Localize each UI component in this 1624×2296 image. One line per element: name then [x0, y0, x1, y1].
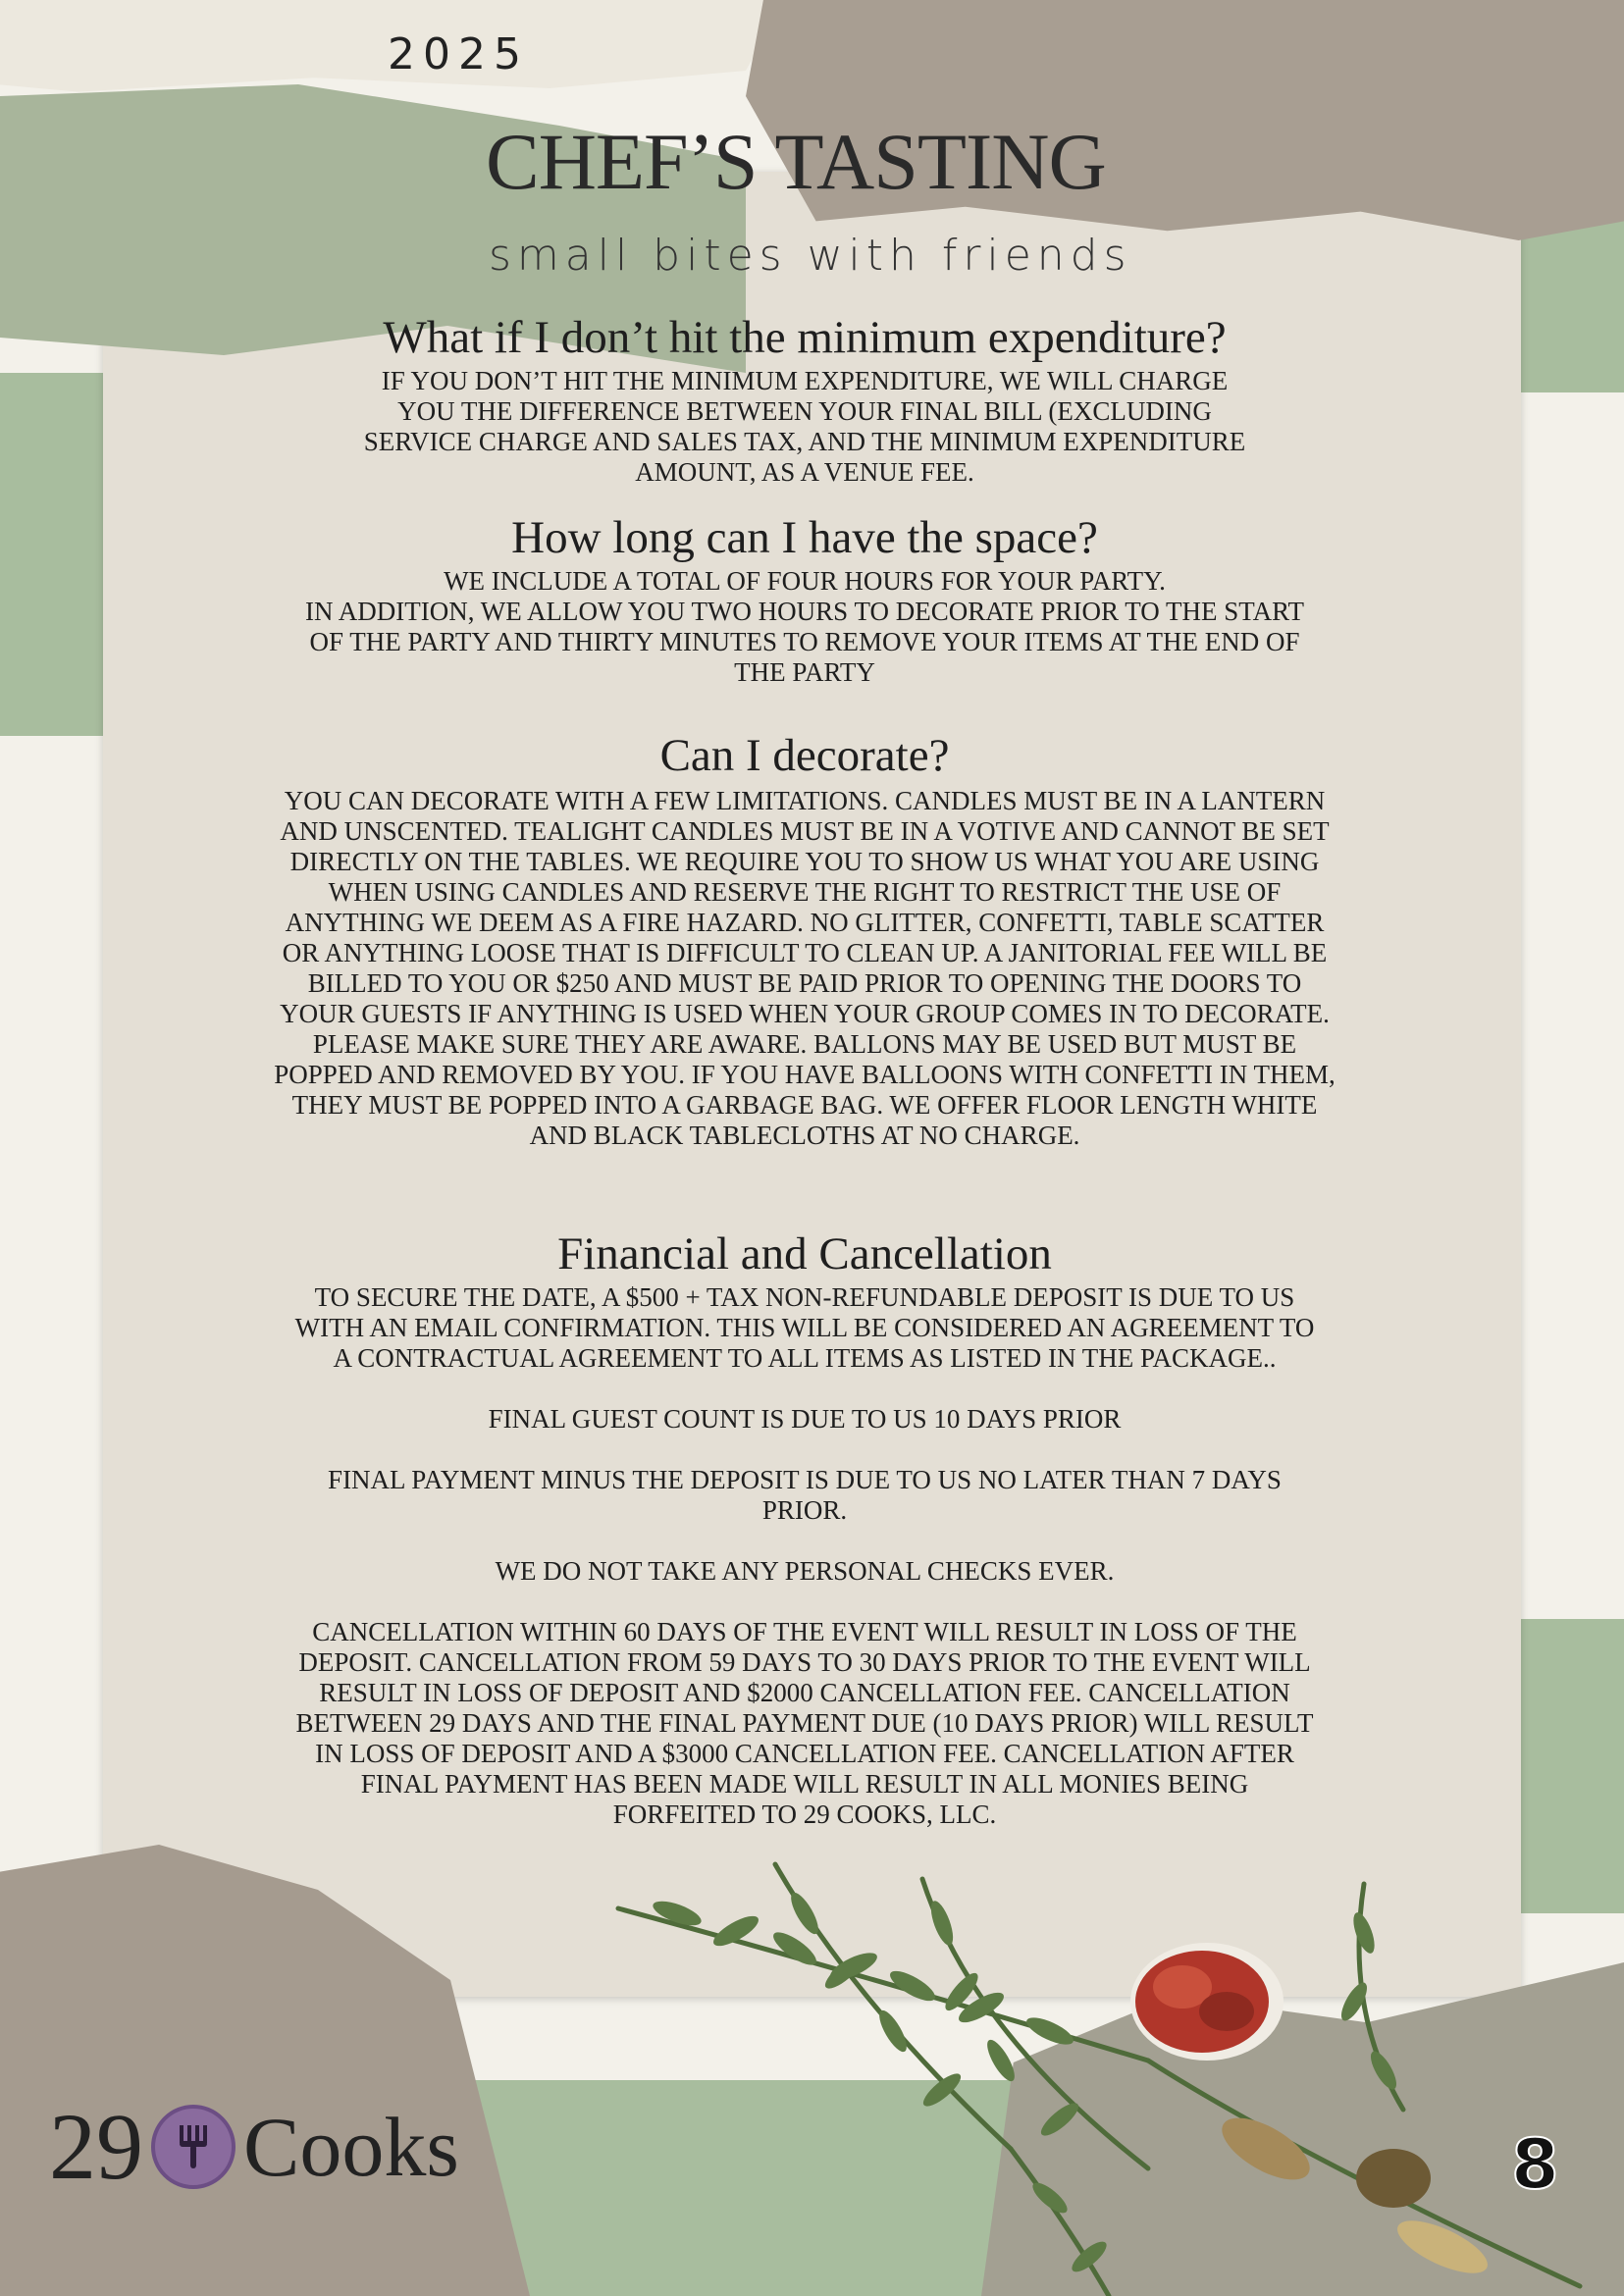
year-label: 2025 — [388, 29, 529, 79]
section-body: YOU CAN DECORATE WITH A FEW LIMITATIONS. CANDLES MUST BE IN A LANTERN AND UNSCENTED. TEALIGHT CANDLES MUST BE IN A VOTIVE AND CANNOT BE SET DIRECTLY ON THE TABLES. WE REQUIRE YOU TO SHOW US WHAT YOU ARE USING WHEN USING CANDLES AND RESERVE THE RIGHT TO RESTRICT THE USE OF ANYTHING WE DEEM AS A FIRE HAZARD. NO GLITTER, CONFETTI, TABLE SCATTER OR ANYTHING LOOSE THAT IS DIFFICULT TO CLEAN UP. A JANITORIAL FEE WILL BE BILLED TO YOU OR $250 AND MUST BE PAID PRIOR TO OPENING THE DOORS TO YOUR GUESTS IF ANYTHING IS USED WHEN YOUR GROUP COMES IN TO DECORATE. PLEASE MAKE SURE THEY ARE AWARE. BALLONS MAY BE USED BUT MUST BE POPPED AND REMOVED BY YOU. IF YOU HAVE BALLOONS WITH CONFETTI IN THEM, THEY MUST BE POPPED INTO A GARBAGE BAG. WE OFFER FLOOR LENGTH WHITE AND BLACK TABLECLOTHS AT NO CHARGE. — [274, 786, 1336, 1151]
brand-logo — [49, 2094, 459, 2199]
logo-wordmark: Cooks — [243, 2100, 459, 2194]
page-title: CHEF’S TASTING — [486, 117, 1106, 206]
faq-section-financial-cancellation — [167, 1230, 1442, 1830]
faq-section-space-duration — [167, 514, 1442, 688]
section-heading: How long can I have the space? — [511, 512, 1098, 563]
section-body: TO SECURE THE DATE, A $500 + TAX NON-REFUNDABLE DEPOSIT IS DUE TO US WITH AN EMAIL CONFIRMATION. THIS WILL BE CONSIDERED AN AGREEMENT TO A CONTRACTUAL AGREEMENT TO ALL ITEMS AS LISTED IN THE PACKAGE.. FINAL GUEST COUNT IS DUE TO US 10 DAYS PRIOR FINAL PAYMENT MINUS THE DEPOSIT IS DUE TO US NO LATER THAN 7 DAYS PRIOR. WE DO NOT TAKE ANY PERSONAL CHECKS EVER. CANCELLATION WITHIN 60 DAYS OF THE EVENT WILL RESULT IN LOSS OF THE DEPOSIT. CANCELLATION FROM 59 DAYS TO 30 DAYS PRIOR TO THE EVENT WILL RESULT IN LOSS OF DEPOSIT AND $2000 CANCELLATION FEE. CANCELLATION BETWEEN 29 DAYS AND THE FINAL PAYMENT DUE (10 DAYS PRIOR) WILL RESULT IN LOSS OF DEPOSIT AND A $3000 CANCELLATION FEE. CANCELLATION AFTER FINAL PAYMENT HAS BEEN MADE WILL RESULT IN ALL MONIES BEING FORFEITED TO 29 COOKS, LLC. — [294, 1282, 1315, 1830]
page-number: 8 — [1511, 2124, 1559, 2205]
page-subtitle: small bites with friends — [489, 231, 1132, 281]
section-heading: Can I decorate? — [659, 730, 950, 781]
logo-number: 29 — [49, 2094, 143, 2199]
faq-section-minimum-expenditure — [167, 314, 1442, 488]
section-heading: Financial and Cancellation — [557, 1228, 1052, 1279]
faq-section-decorating — [167, 732, 1442, 1151]
fork-plate-icon — [151, 2105, 236, 2189]
section-body: IF YOU DON’T HIT THE MINIMUM EXPENDITURE, WE WILL CHARGE YOU THE DIFFERENCE BETWEEN YOUR FINAL BILL (EXCLUDING SERVICE CHARGE AND SALES TAX, AND THE MINIMUM EXPENDITURE AMOUNT, AS A VENUE FEE. — [363, 366, 1246, 488]
dried-flower-decoration — [599, 1854, 1624, 2296]
section-body: WE INCLUDE A TOTAL OF FOUR HOURS FOR YOUR PARTY. IN ADDITION, WE ALLOW YOU TWO HOURS TO DECORATE PRIOR TO THE START OF THE PARTY AND THIRTY MINUTES TO REMOVE YOUR ITEMS AT THE END OF THE PARTY — [305, 566, 1304, 688]
section-heading: What if I don’t hit the minimum expenditure? — [383, 312, 1227, 363]
